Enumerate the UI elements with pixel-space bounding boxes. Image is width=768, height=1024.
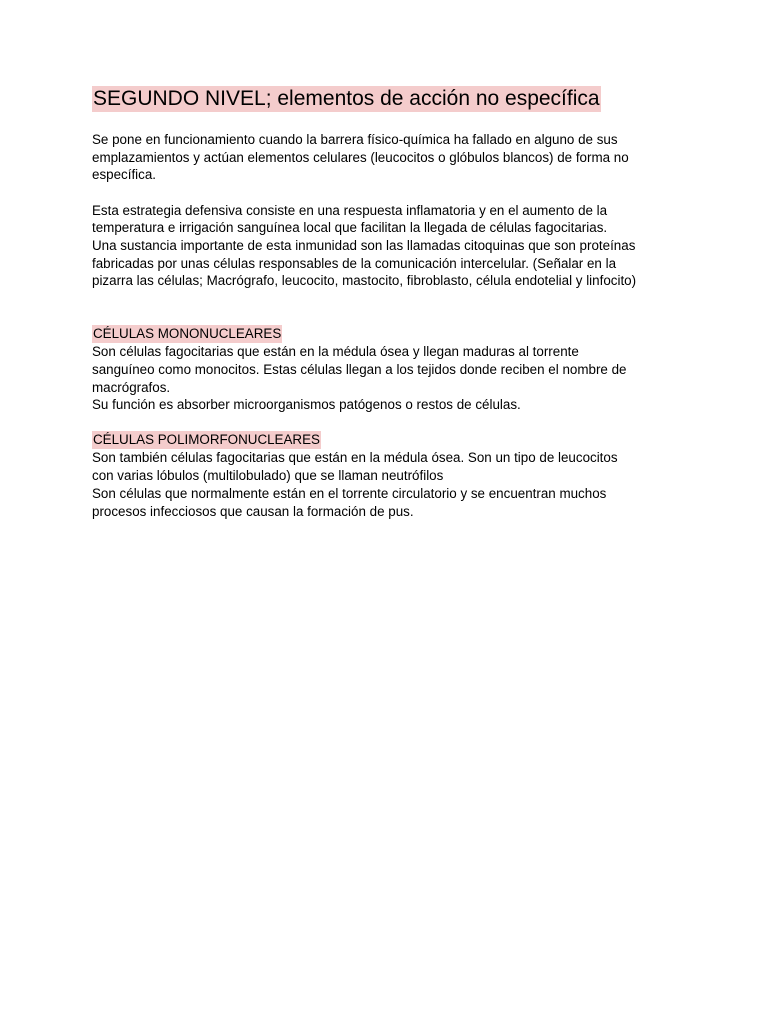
mononucleares-paragraph	[92, 343, 682, 414]
mononucleares-section	[92, 325, 682, 414]
intro-line: emplazamientos y actúan elementos celulares (leucocitos o glóbulos blancos) de forma no	[92, 149, 629, 165]
polimorfonucleares-section	[92, 431, 682, 520]
strategy-line: pizarra las células; Macrógrafo, leucocito, mastocito, fibroblasto, célula endotelial y linfocito)	[92, 273, 637, 289]
polimorfonucleares-line: Son células que normalmente están en el torrente circulatorio y se encuentran muchos	[92, 485, 607, 501]
mononucleares-line: Su función es absorber microorganismos patógenos o restos de células.	[92, 397, 521, 413]
polimorfonucleares-paragraph	[92, 449, 682, 520]
polimorfonucleares-heading: CÉLULAS POLIMORFONUCLEARES	[93, 432, 320, 448]
mononucleares-line: Son células fagocitarias que están en la médula ósea y llegan maduras al torrente	[92, 344, 579, 360]
polimorfonucleares-line: Son también células fagocitarias que están en la médula ósea. Son un tipo de leucocitos	[92, 450, 618, 466]
intro-line: Se pone en funcionamiento cuando la barrera físico-química ha fallado en alguno de sus	[92, 132, 618, 147]
document-page	[92, 86, 682, 520]
intro-line: específica.	[92, 167, 157, 183]
mononucleares-line: sanguíneo como monocitos. Estas células llegan a los tejidos donde reciben el nombre de	[92, 361, 627, 377]
polimorfonucleares-line: con varias lóbulos (multilobulado) que se llaman neutrófilos	[92, 468, 444, 484]
strategy-line: fabricadas por unas células responsables de la comunicación intercelular. (Señalar en la	[92, 255, 617, 271]
document-title: SEGUNDO NIVEL; elementos de acción no específica	[93, 87, 600, 110]
strategy-line: temperatura e irrigación sanguínea local que facilitan la llegada de células fagocitarias.	[92, 220, 608, 236]
mononucleares-heading: CÉLULAS MONONUCLEARES	[93, 326, 282, 342]
polimorfonucleares-line: procesos infecciosos que causan la formación de pus.	[92, 503, 414, 519]
mononucleares-line: macrógrafos.	[92, 379, 171, 395]
title-row	[92, 86, 682, 112]
strategy-line: Una sustancia importante de esta inmunidad son las llamadas citoquinas que son proteínas	[92, 238, 636, 254]
intro-paragraph	[92, 131, 682, 184]
strategy-paragraph	[92, 202, 682, 291]
strategy-line: Esta estrategia defensiva consiste en una respuesta inflamatoria y en el aumento de la	[92, 202, 608, 218]
